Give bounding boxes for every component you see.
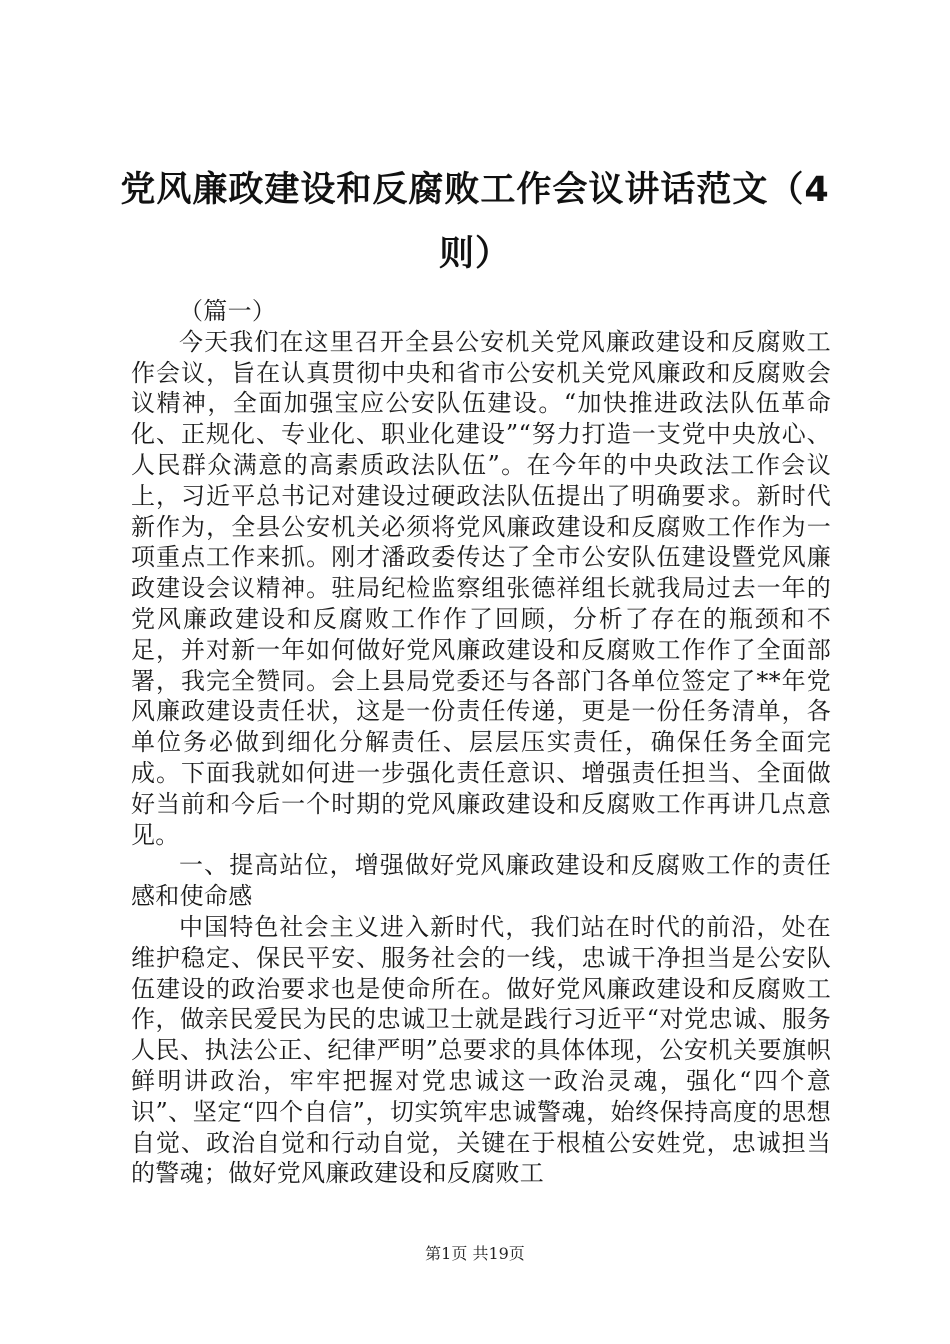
document-body (131, 296, 831, 1189)
page-footer (0, 1244, 950, 1264)
page-number: 第1页 共19页 (425, 1244, 525, 1263)
document-title: 党风廉政建设和反腐败工作会议讲话范文（4则） (120, 170, 830, 274)
paragraph-body-one: 中国特色社会主义进入新时代，我们站在时代的前沿，处在维护稳定、保民平安、服务社会的一线，忠诚干净担当是公安队伍建设的政治要求也是使命所在。做好党风廉政建设和反腐败工作，做亲民爱民为民的忠诚卫士就是践行习近平“对党忠诚、服务人民、执法公正、纪律严明”总要求的具体体现，公安机关要旗帜鲜明讲政治，牢牢把握对党忠诚这一政治灵魂，强化“四个意识”、坚定“四个自信”，切实筑牢忠诚警魂，始终保持高度的思想自觉、政治自觉和行动自觉，关键在于根植公安姓党，忠诚担当的警魂；做好党风廉政建设和反腐败工 (131, 912, 831, 1188)
paragraph-heading-one: 一、提高站位，增强做好党风廉政建设和反腐败工作的责任感和使命感 (131, 851, 831, 911)
section-label: （篇一） (179, 297, 277, 325)
paragraph-intro: 今天我们在这里召开全县公安机关党风廉政建设和反腐败工作会议，旨在认真贯彻中央和省市公安机关党风廉政和反腐败会议精神，全面加强宝应公安队伍建设。“加快推进政法队伍革命化、正规化、专业化、职业化建设”“努力打造一支党中央放心、人民群众满意的高素质政法队伍”。在今年的中央政法工作会议上，习近平总书记对建设过硬政法队伍提出了明确要求。新时代新作为，全县公安机关必须将党风廉政建设和反腐败工作作为一项重点工作来抓。刚才潘政委传达了全市公安队伍建设暨党风廉政建设会议精神。驻局纪检监察组张德祥组长就我局过去一年的党风廉政建设和反腐败工作作了回顾，分析了存在的瓶颈和不足，并对新一年如何做好党风廉政建设和反腐败工作作了全面部署，我完全赞同。会上县局党委还与各部门各单位签定了**年党风廉政建设责任状，这是一份责任传递，更是一份任务清单，各单位务必做到细化分解责任、层层压实责任，确保任务全面完成。下面我就如何进一步强化责任意识、增强责任担当、全面做好当前和今后一个时期的党风廉政建设和反腐败工作再讲几点意见。 (131, 327, 831, 849)
